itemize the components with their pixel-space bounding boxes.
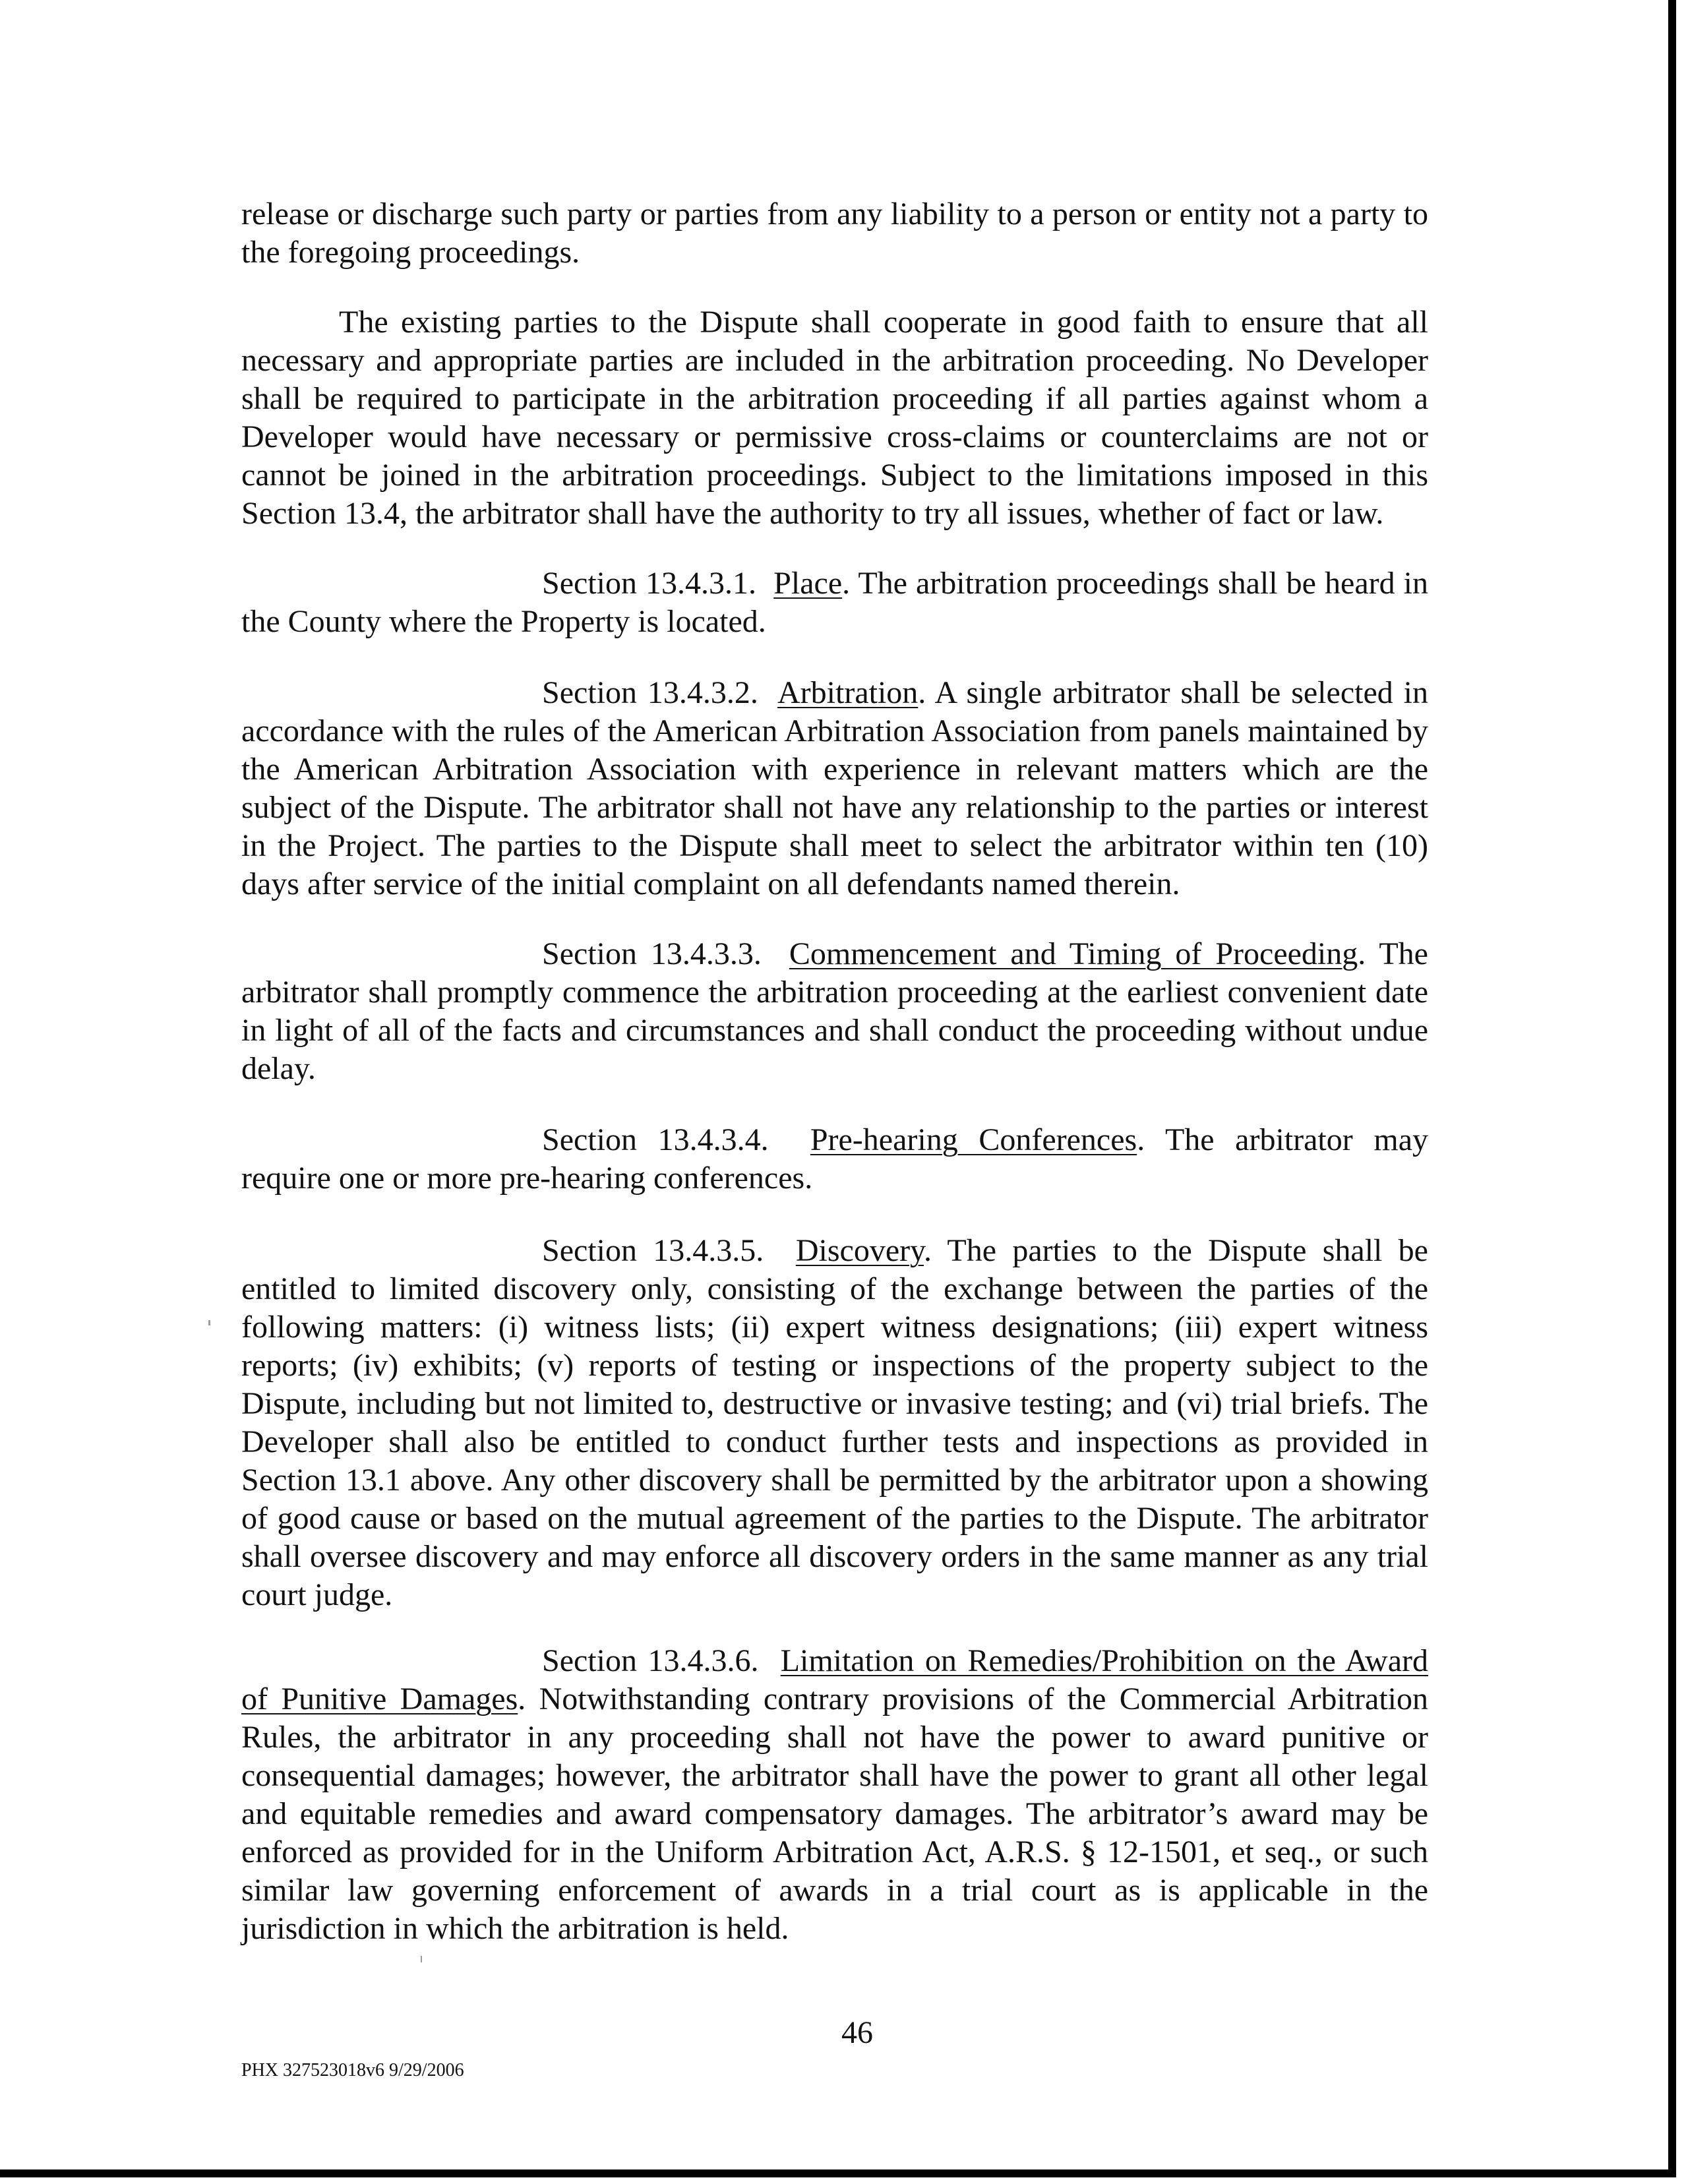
section-13-4-3-2 [241,674,1428,903]
section-text: . The arbitration proceedings shall be heard in the County where the Property is located. [241,566,1429,639]
paragraph-text: The existing parties to the Dispute shall cooperate in good faith to ensure that all necessary and appropriate parties are included in the arbitration proceeding. No Developer shall be required to participate in the arbitration proceeding if all parties against whom a Developer would have necessary or permissive cross-claims or counterclaims are not or cannot be joined in the arbitration proceedings. Subject to the limitations imposed in this Section 13.4, the arbitrator shall have the authority to try all issues, whether of fact or law. [241,305,1428,531]
section-heading: Place [773,566,843,601]
section-13-4-3-1 [241,564,1428,641]
section-text: . The parties to the Dispute shall be entitled to limited discovery only, consisting of the exchange between the parties of the following matters: (i) witness lists; (ii) expert witness designations; (iii) expert witness reports; (iv) exhibits; (v) reports of testing or inspections of the property subject to the Dispute, including but not limited to, destructive or invasive testing; and (vi) trial briefs. The Developer shall also be entitled to conduct further tests and inspections as provided in Section 13.1 above. Any other discovery shall be permitted by the arbitrator upon a showing of good cause or based on the mutual agreement of the parties to the Dispute. The arbitrator shall oversee discovery and may enforce all discovery orders in the same manner as any trial court judge. [241,1233,1428,1612]
paragraph-existing-parties [241,303,1428,533]
section-13-4-3-3 [241,935,1428,1088]
scan-speck [208,1320,210,1325]
section-heading: Arbitration [777,675,919,710]
section-number: Section 13.4.3.1. [542,566,757,601]
section-number: Section 13.4.3.6. [542,1643,759,1678]
scan-speck [421,1956,422,1962]
section-number: Section 13.4.3.3. [542,936,762,971]
document-footer-id: PHX 327523018v6 9/29/2006 [241,2060,464,2080]
section-number: Section 13.4.3.5. [542,1233,764,1268]
scan-right-border [1668,0,1676,2176]
section-heading: Commencement and Timing of Proceeding [789,936,1358,971]
section-text: . Notwithstanding contrary provisions of the Commercial Arbitration Rules, the arbitrator in any proceeding shall not have the power to award punitive or consequential damages; however, the arbitrator shall have the power to grant all other legal and equitable remedies and award compensatory damages. The arbitrator’s award may be enforced as provided for in the Uniform Arbitration Act, A.R.S. § 12-1501, et seq., or such similar law governing enforcement of awards in a trial court as is applicable in the jurisdiction in which the arbitration is held. [241,1682,1428,1946]
page-number: 46 [841,2015,873,2050]
section-13-4-3-6 [241,1642,1428,1948]
section-text: . The arbitrator may require one or more pre-hearing conferences. [241,1122,1428,1196]
paragraph-text: release or discharge such party or parties from any liability to a person or entity not a party to the foregoing proceedings. [241,197,1428,270]
section-number: Section 13.4.3.2. [542,675,758,710]
scan-bottom-border [0,2169,1676,2177]
section-heading: Discovery [795,1233,924,1268]
section-13-4-3-4 [241,1121,1428,1198]
section-number: Section 13.4.3.4. [542,1122,769,1157]
section-text: . The arbitrator shall promptly commence the arbitration proceeding at the earliest convenient date in light of all of the facts and circumstances and shall conduct the proceeding without undue delay. [241,936,1428,1086]
section-text: . A single arbitrator shall be selected in accordance with the rules of the American Arbitration Association from panels maintained by the American Arbitration Association with experience in relevant matters which are the subject of the Dispute. The arbitrator shall not have any relationship to the parties or interest in the Project. The parties to the Dispute shall meet to select the arbitrator within ten (10) days after service of the initial complaint on all defendants named therein. [241,675,1428,901]
section-heading: Pre-hearing Conferences [810,1122,1137,1157]
section-heading: Limitation on Remedies/Prohibition on the Award of Punitive Damages [241,1643,1429,1716]
paragraph-continuation [241,195,1428,272]
section-13-4-3-5 [241,1232,1428,1614]
